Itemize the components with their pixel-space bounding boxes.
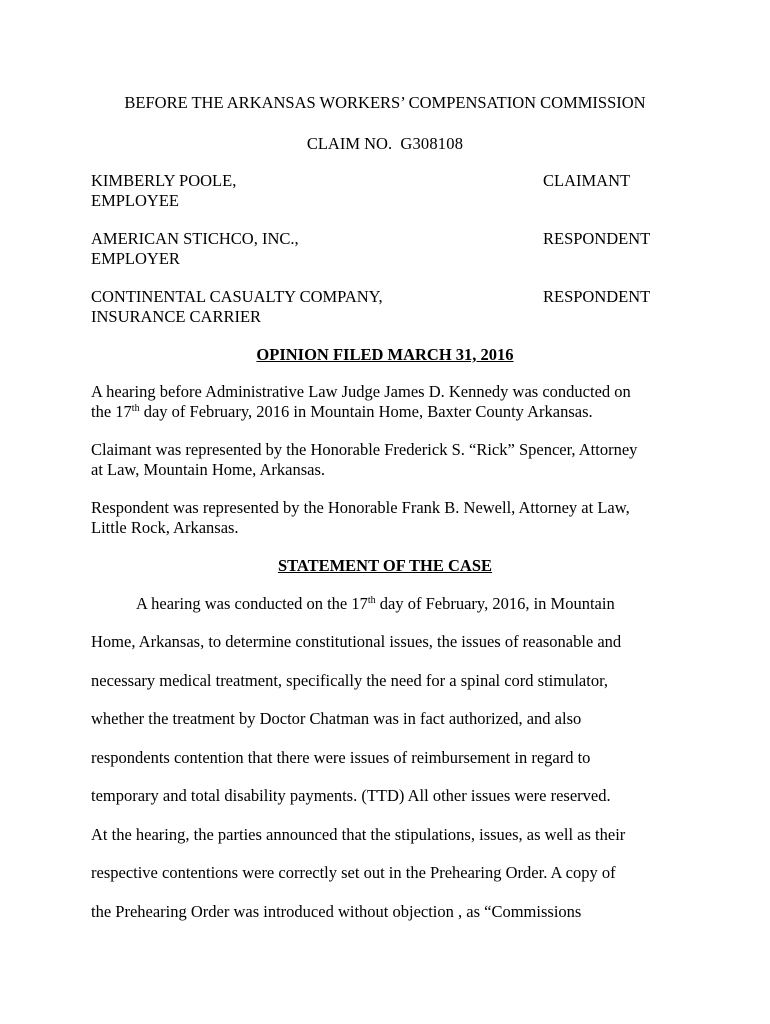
commission-title: BEFORE THE ARKANSAS WORKERS’ COMPENSATION COMMISSION	[124, 93, 646, 112]
party-name: CONTINENTAL CASUALTY COMPANY,	[91, 287, 383, 306]
statement-line-4: whether the treatment by Doctor Chatman was in fact authorized, and also	[91, 709, 582, 728]
statement-line-5: respondents contention that there were issues of reimbursement in regard to	[91, 748, 591, 767]
statement-line-1: A hearing was conducted on the 17th day of February, 2016, in Mountain	[136, 594, 615, 613]
statement-line-6: temporary and total disability payments. (TTD) All other issues were reserved.	[91, 786, 611, 805]
statement-line-8: respective contentions were correctly set out in the Prehearing Order. A copy of	[91, 863, 616, 882]
opinion-heading: OPINION FILED MARCH 31, 2016	[256, 345, 514, 364]
party-role: RESPONDENT	[543, 287, 651, 306]
hearing-line-1: A hearing before Administrative Law Judge James D. Kennedy was conducted on	[91, 382, 631, 401]
claim-number-line	[0, 134, 770, 154]
claim-label: CLAIM NO.	[306, 134, 393, 153]
statement-line-3: necessary medical treatment, specifically the need for a spinal cord stimulator,	[91, 671, 609, 690]
ordinal-suffix: th	[367, 595, 376, 606]
hearing-line-2-post: day of February, 2016 in Mountain Home, Baxter County Arkansas.	[139, 402, 593, 421]
party-type: INSURANCE CARRIER	[91, 307, 262, 326]
respondent-representation-paragraph	[91, 498, 691, 538]
respondent-line-1: Respondent was represented by the Honorable Frank B. Newell, Attorney at Law,	[91, 498, 630, 517]
claimant-representation-paragraph	[91, 440, 691, 480]
ordinal-suffix: th	[131, 403, 140, 414]
statement-heading: STATEMENT OF THE CASE	[277, 556, 493, 575]
statement-line-7: At the hearing, the parties announced that the stipulations, issues, as well as their	[91, 825, 626, 844]
statement-line-2: Home, Arkansas, to determine constitutional issues, the issues of reasonable and	[91, 632, 622, 651]
party-type: EMPLOYER	[91, 249, 180, 268]
party-type: EMPLOYEE	[91, 191, 179, 210]
party-name: AMERICAN STICHCO, INC.,	[91, 229, 299, 248]
hearing-paragraph	[91, 382, 691, 422]
claim-number: G308108	[400, 134, 464, 153]
respondent-line-2: Little Rock, Arkansas.	[91, 518, 239, 537]
party-role: CLAIMANT	[543, 171, 631, 190]
party-claimant	[91, 171, 691, 211]
party-role: RESPONDENT	[543, 229, 651, 248]
party-name: KIMBERLY POOLE,	[91, 171, 237, 190]
claimant-line-2: at Law, Mountain Home, Arkansas.	[91, 460, 326, 479]
statement-line-9: the Prehearing Order was introduced without objection , as “Commissions	[91, 902, 582, 921]
party-employer	[91, 229, 691, 269]
claimant-line-1: Claimant was represented by the Honorable Frederick S. “Rick” Spencer, Attorney	[91, 440, 638, 459]
hearing-line-2-pre: the 17	[91, 402, 132, 421]
party-insurance-carrier	[91, 287, 691, 327]
